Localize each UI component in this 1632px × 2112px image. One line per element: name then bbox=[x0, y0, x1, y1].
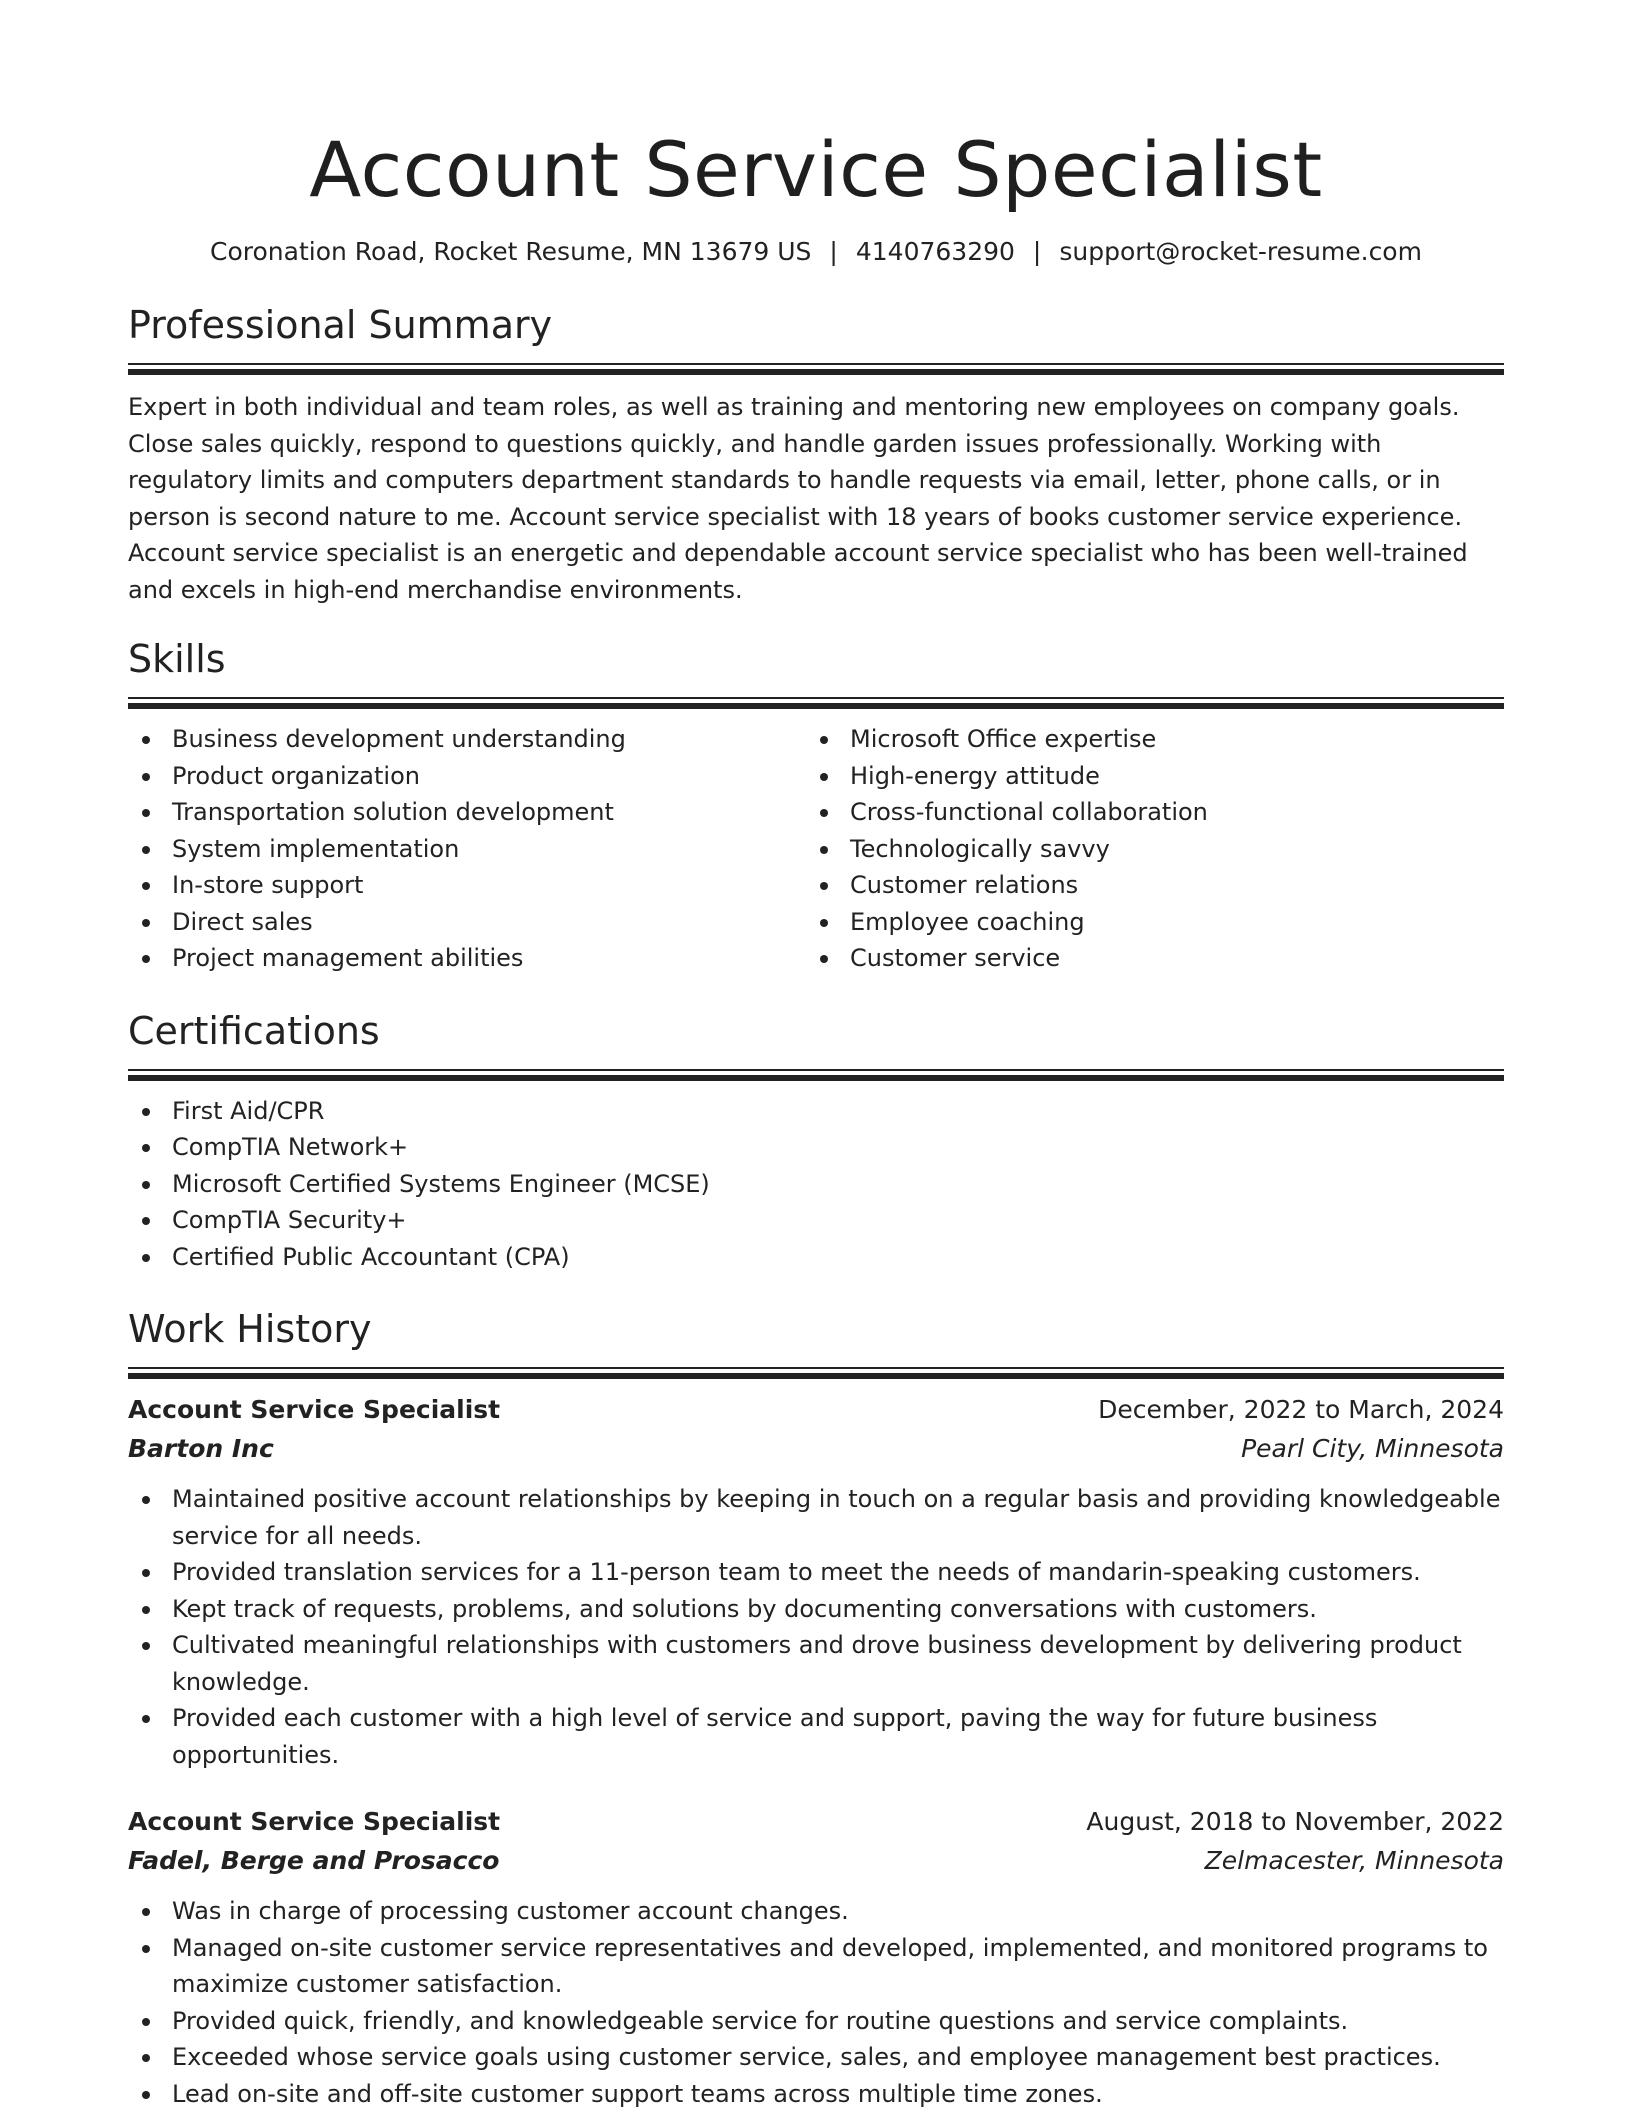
skill-item: High-energy attitude bbox=[806, 758, 1484, 795]
skill-item: Customer relations bbox=[806, 867, 1484, 904]
certification-item: CompTIA Network+ bbox=[128, 1129, 1504, 1166]
certification-item: CompTIA Security+ bbox=[128, 1202, 1504, 1239]
job-bullet: Provided each customer with a high level of service and support, paving the way for future business opportunities. bbox=[128, 1700, 1504, 1773]
job-bullet: Was in charge of processing customer account changes. bbox=[128, 1893, 1504, 1930]
job-company: Fadel, Berge and Prosacco bbox=[128, 1846, 500, 1875]
job-title: Account Service Specialist bbox=[128, 1395, 501, 1424]
job-bullet: Maintained positive account relationships by keeping in touch on a regular basis and providing knowledgeable service for all needs. bbox=[128, 1481, 1504, 1554]
certification-item: Microsoft Certified Systems Engineer (MCSE) bbox=[128, 1166, 1504, 1203]
job-company: Barton Inc bbox=[128, 1434, 274, 1463]
job-bullet: Provided quick, friendly, and knowledgeable service for routine questions and service complaints. bbox=[128, 2003, 1504, 2040]
job-bullet: Provided translation services for a 11-person team to meet the needs of mandarin-speaking customers. bbox=[128, 1554, 1504, 1591]
certification-item: First Aid/CPR bbox=[128, 1093, 1504, 1130]
summary-section bbox=[128, 299, 1504, 608]
job-bullet: Managed on-site customer service representatives and developed, implemented, and monitored programs to maximize customer satisfaction. bbox=[128, 1930, 1504, 2003]
skill-item: Employee coaching bbox=[806, 904, 1484, 941]
contact-phone[interactable]: 4140763290 bbox=[855, 237, 1015, 266]
skills-columns bbox=[128, 721, 1504, 977]
job-bullet: Exceeded whose service goals using customer service, sales, and employee management best practices. bbox=[128, 2039, 1504, 2076]
section-divider bbox=[128, 1367, 1504, 1379]
contact-email[interactable]: support@rocket-resume.com bbox=[1059, 237, 1422, 266]
job-entry bbox=[128, 1803, 1504, 2112]
contact-address: Coronation Road, Rocket Resume, MN 13679 US bbox=[210, 237, 812, 266]
skills-list-left bbox=[128, 721, 806, 977]
job-bullet-list bbox=[128, 1481, 1504, 1773]
skill-item: Technologically savvy bbox=[806, 831, 1484, 868]
job-bullet-list bbox=[128, 1893, 1504, 2112]
work-history-heading: Work History bbox=[128, 1307, 372, 1351]
resume-name: Account Service Specialist bbox=[309, 125, 1323, 214]
job-header-row bbox=[128, 1391, 1504, 1429]
certifications-heading: Certifications bbox=[128, 1008, 380, 1053]
skill-item: In-store support bbox=[128, 867, 806, 904]
job-location: Zelmacester, Minnesota bbox=[1204, 1846, 1504, 1875]
job-title: Account Service Specialist bbox=[128, 1807, 501, 1836]
skills-heading: Skills bbox=[128, 637, 226, 681]
job-bullet: Lead on-site and off-site customer support teams across multiple time zones. bbox=[128, 2076, 1504, 2112]
skill-item: Customer service bbox=[806, 940, 1484, 977]
contact-line bbox=[128, 234, 1504, 270]
section-divider bbox=[128, 697, 1504, 709]
summary-text: Expert in both individual and team roles, as well as training and mentoring new employees on company goals. Close sales quickly, respond to questions quickly, and handle garden issues professionally. Working with regulatory limits and computers department standards to handle requests via email, letter, phone calls, or in person is second nature to me. Account service specialist with 18 years of books customer service experience. Account service specialist is an energetic and dependable account service specialist who has been well-trained and excels in high-end merchandise environments. bbox=[128, 393, 1468, 604]
skill-item: Project management abilities bbox=[128, 940, 806, 977]
skill-item: Product organization bbox=[128, 758, 806, 795]
skill-item: Direct sales bbox=[128, 904, 806, 941]
skill-item: Transportation solution development bbox=[128, 794, 806, 831]
certifications-section bbox=[128, 1005, 1504, 1276]
job-header-row bbox=[128, 1803, 1504, 1841]
skill-item: Cross-functional collaboration bbox=[806, 794, 1484, 831]
skill-item: Business development understanding bbox=[128, 721, 806, 758]
skills-section bbox=[128, 633, 1504, 977]
work-history-section bbox=[128, 1303, 1504, 2112]
certification-item: Certified Public Accountant (CPA) bbox=[128, 1239, 1504, 1276]
job-dates: August, 2018 to November, 2022 bbox=[1086, 1807, 1504, 1836]
resume-page bbox=[128, 0, 1504, 2112]
section-divider bbox=[128, 1069, 1504, 1081]
job-dates: December, 2022 to March, 2024 bbox=[1098, 1395, 1504, 1424]
job-bullet: Cultivated meaningful relationships with customers and drove business development by delivering product knowledge. bbox=[128, 1627, 1504, 1700]
job-company-row bbox=[128, 1841, 1504, 1881]
summary-heading: Professional Summary bbox=[128, 303, 553, 347]
skill-item: System implementation bbox=[128, 831, 806, 868]
skill-item: Microsoft Office expertise bbox=[806, 721, 1484, 758]
certifications-list bbox=[128, 1093, 1504, 1276]
contact-separator: | bbox=[1032, 237, 1042, 266]
job-entry bbox=[128, 1391, 1504, 1773]
job-location: Pearl City, Minnesota bbox=[1241, 1434, 1504, 1463]
skills-list-right bbox=[806, 721, 1484, 977]
job-bullet: Kept track of requests, problems, and solutions by documenting conversations with customers. bbox=[128, 1591, 1504, 1628]
contact-separator: | bbox=[829, 237, 838, 266]
section-divider bbox=[128, 363, 1504, 375]
job-company-row bbox=[128, 1429, 1504, 1469]
